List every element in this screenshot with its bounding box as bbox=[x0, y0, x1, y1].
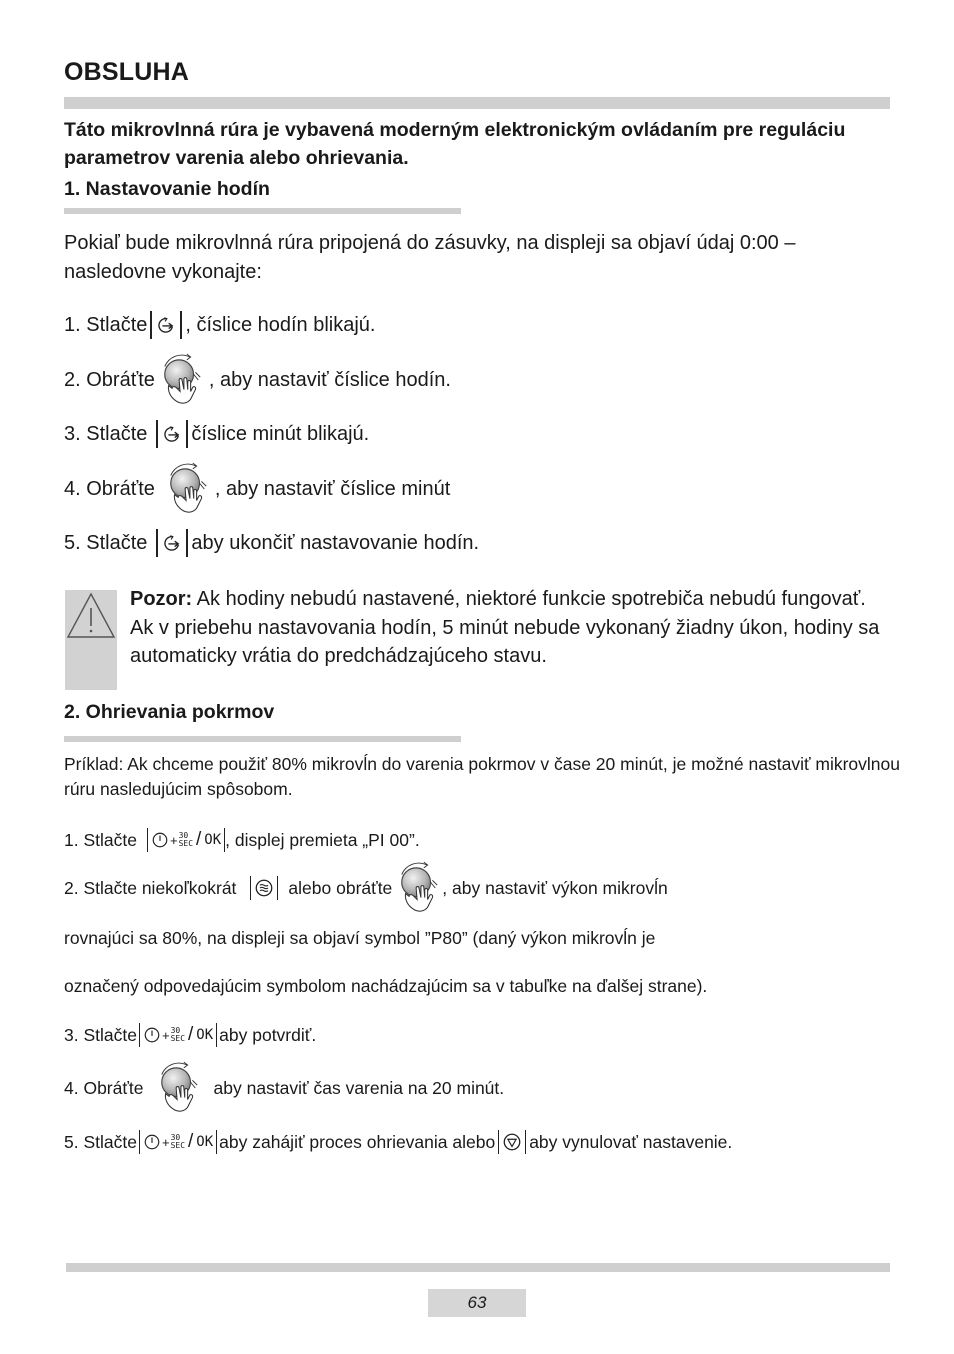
stop-button bbox=[498, 1130, 526, 1154]
heat-step-4 bbox=[64, 1060, 504, 1116]
step-text: 3. Stlačte bbox=[64, 422, 148, 445]
clock-button bbox=[156, 529, 188, 557]
intro-text: Táto mikrovlnná rúra je vybavená moderným elektronickým ovládaním pre reguláciu parametrov varenia alebo ohrievania. bbox=[64, 119, 846, 169]
knob-hand-icon bbox=[156, 1060, 202, 1116]
clock-button bbox=[150, 311, 182, 339]
step-text: , displej premieta „PI 00”. bbox=[225, 829, 420, 850]
ok-label: OK bbox=[204, 832, 222, 848]
section1-divider bbox=[64, 208, 461, 214]
clock-button bbox=[156, 420, 188, 448]
heat-step-5 bbox=[64, 1128, 732, 1156]
heat-step-1 bbox=[64, 826, 420, 854]
section1-paragraph: Pokiaľ bude mikrovlnná rúra pripojená do zásuvky, na displeji sa objaví údaj 0:00 – nasledovne vykonajte: bbox=[64, 232, 796, 283]
knob-hand-icon bbox=[159, 352, 205, 408]
step-text: 5. Stlačte bbox=[64, 1131, 137, 1152]
start-button bbox=[139, 1130, 217, 1154]
clock-button-icon bbox=[161, 534, 183, 552]
step-text: , aby nastaviť číslice hodín. bbox=[208, 368, 451, 391]
step-text: aby zahájiť proces ohrievania alebo bbox=[219, 1131, 496, 1152]
thirty-sec-label: 30 SEC bbox=[170, 1026, 186, 1043]
power-icon bbox=[151, 831, 169, 849]
ok-label: OK bbox=[196, 1134, 214, 1150]
section1-heading: 1. Nastavovanie hodín bbox=[64, 178, 270, 200]
plus-sign: + bbox=[161, 1027, 170, 1043]
clock-step-1 bbox=[64, 311, 376, 339]
step-text: 4. Obráťte bbox=[64, 1077, 144, 1098]
start-button bbox=[139, 1023, 217, 1047]
clock-button-icon bbox=[161, 425, 183, 443]
step-text: aby potvrdiť. bbox=[219, 1024, 317, 1045]
step-text: , číslice hodín blikajú. bbox=[185, 313, 376, 336]
slash: / bbox=[188, 1024, 194, 1045]
ok-label: OK bbox=[196, 1027, 214, 1043]
section2-divider bbox=[64, 736, 461, 742]
step-text: , aby nastaviť číslice minút bbox=[214, 477, 451, 500]
power-icon bbox=[143, 1133, 161, 1151]
step-text: 1. Stlačte bbox=[64, 313, 148, 336]
step-text: aby vynulovať nastavenie. bbox=[529, 1131, 733, 1152]
page-title: OBSLUHA bbox=[64, 58, 190, 86]
step-text: aby ukončiť nastavovanie hodín. bbox=[191, 531, 480, 554]
heat-step-2 bbox=[64, 860, 668, 916]
page-number: 63 bbox=[428, 1289, 526, 1317]
step-text: 2. Obráťte bbox=[64, 368, 155, 391]
section2-heading: 2. Ohrievania pokrmov bbox=[64, 701, 275, 723]
slash: / bbox=[196, 829, 202, 850]
warning-icon bbox=[65, 590, 117, 642]
stop-icon bbox=[502, 1132, 522, 1152]
step-text: 2. Stlačte niekoľkokrát bbox=[64, 877, 237, 898]
title-divider bbox=[64, 97, 890, 109]
step-text: číslice minút blikajú. bbox=[191, 422, 370, 445]
section2-example: Príklad: Ak chceme použiť 80% mikrovĺn do varenia pokrmov v čase 20 minút, je možné nastaviť mikrovlnou rúru nasledujúcim spôsobom. bbox=[64, 754, 900, 799]
warning-text bbox=[130, 585, 890, 671]
heat-step-3 bbox=[64, 1021, 316, 1049]
power-icon bbox=[143, 1026, 161, 1044]
thirty-sec-label: 30 SEC bbox=[178, 831, 194, 848]
clock-step-4 bbox=[64, 461, 450, 517]
step-text: 5. Stlačte bbox=[64, 531, 148, 554]
microwave-button bbox=[250, 876, 278, 900]
step-text: 1. Stlačte bbox=[64, 829, 137, 850]
microwave-power-icon bbox=[254, 878, 274, 898]
plus-sign: + bbox=[169, 832, 178, 848]
thirty-sec-label: 30 SEC bbox=[170, 1133, 186, 1150]
step-text: alebo obráťte bbox=[288, 877, 393, 898]
step-text: , aby nastaviť výkon mikrovĺn bbox=[442, 877, 668, 898]
step-text: 4. Obráťte bbox=[64, 477, 155, 500]
heat-step-2-cont2: označený odpovedajúcim symbolom nachádzajúcim sa v tabuľke na ďalšej strane). bbox=[64, 976, 708, 996]
step-text: 3. Stlačte bbox=[64, 1024, 137, 1045]
clock-button-icon bbox=[155, 316, 177, 334]
footer-divider bbox=[66, 1263, 890, 1272]
knob-hand-icon bbox=[396, 860, 442, 916]
clock-step-3 bbox=[64, 420, 369, 448]
clock-step-2 bbox=[64, 352, 451, 408]
warning-body: Ak hodiny nebudú nastavené, niektoré funkcie spotrebiča nebudú fungovať. Ak v priebehu nastavovania hodín, 5 minút nebude vykonaný žiadny úkon, hodiny sa automaticky vrátia do predchádzajúceho stavu. bbox=[130, 588, 880, 667]
warning-box bbox=[65, 590, 117, 690]
clock-step-5 bbox=[64, 529, 479, 557]
plus-sign: + bbox=[161, 1134, 170, 1150]
step-text: aby nastaviť čas varenia na 20 minút. bbox=[213, 1077, 505, 1098]
heat-step-2-cont1: rovnajúci sa 80%, na displeji sa objaví symbol ”P80” (daný výkon mikrovĺn je bbox=[64, 928, 656, 948]
knob-hand-icon bbox=[165, 461, 211, 517]
warning-label: Pozor: bbox=[130, 588, 193, 610]
slash: / bbox=[188, 1131, 194, 1152]
start-button bbox=[147, 828, 225, 852]
